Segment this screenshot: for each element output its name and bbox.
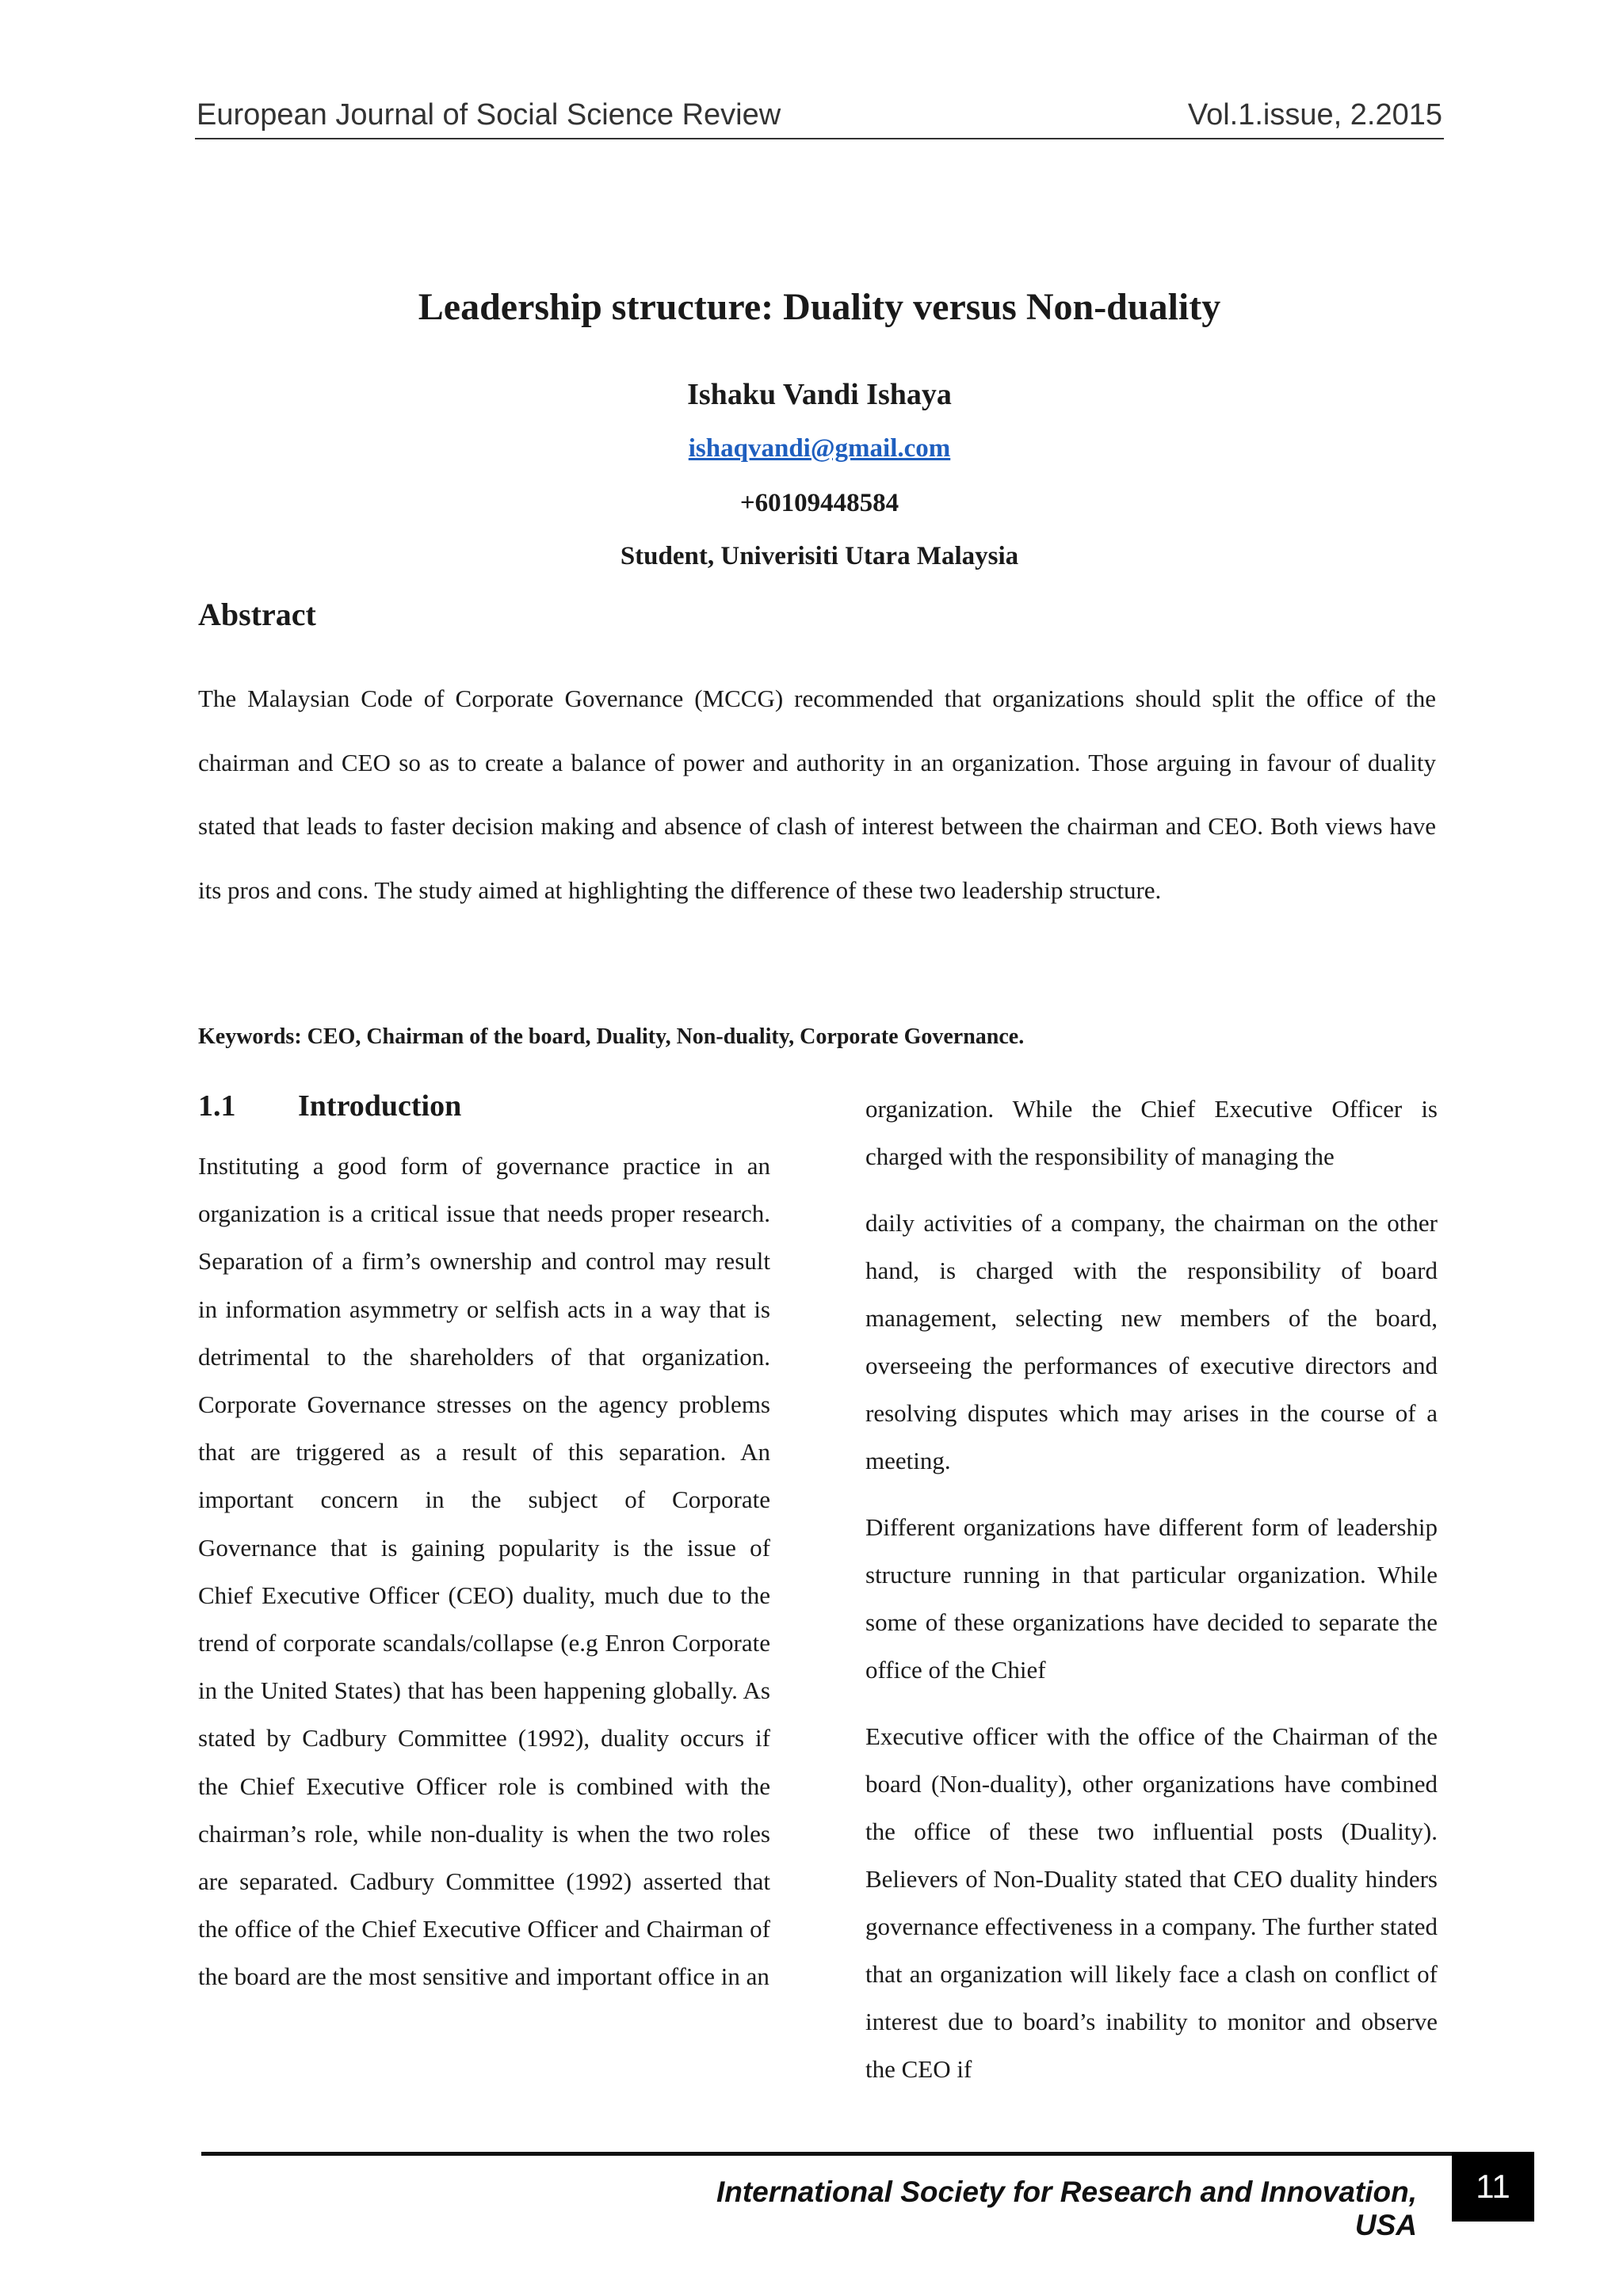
section-number: 1.1	[198, 1089, 236, 1123]
page-number: 11	[1452, 2152, 1534, 2222]
footer-rule	[201, 2152, 1452, 2156]
email-link[interactable]: ishaqvandi@gmail.com	[688, 434, 951, 463]
volume-issue: Vol.1.issue, 2.2015	[1187, 98, 1442, 132]
keywords: Keywords: CEO, Chairman of the board, Duality, Non-duality, Corporate Governance.	[198, 1024, 1025, 1049]
intro-paragraph-right-4: Executive officer with the office of the Chairman of the board (Non-duality), other organizations have combined the office of these two influential posts (Duality). Believers of Non-Duality stated that CEO duality hinders governance effectiveness in a company. The further stated that an organization will likely face a clash on conflict of interest due to board’s inability to monitor and observe the CEO if	[865, 1722, 1438, 2083]
running-header	[195, 93, 1444, 139]
author-email	[195, 434, 1444, 463]
abstract-body: The Malaysian Code of Corporate Governance (MCCG) recommended that organizations should split the office of the chairman and CEO so as to create a balance of power and authority in an organization. Those arguing in favour of duality stated that leads to faster decision making and absence of clash of interest between the chairman and CEO. Both views have its pros and cons. The study aimed at highlighting the difference of these two leadership structure.	[198, 685, 1436, 904]
section-title: Introduction	[298, 1089, 462, 1123]
right-column	[865, 1085, 1438, 2112]
publisher-name: International Society for Research and Innovation, USA	[716, 2176, 1417, 2241]
author-affiliation: Student, Univerisiti Utara Malaysia	[620, 542, 1019, 570]
author-phone: +60109448584	[739, 489, 899, 517]
journal-name: European Journal of Social Science Review	[197, 98, 781, 132]
intro-paragraph-right-3: Different organizations have different form of leadership structure running in that particular organization. While some of these organizations have decided to separate the office of the Chief	[865, 1513, 1438, 1684]
intro-paragraph-left: Instituting a good form of governance practice in an organization is a critical issue that needs proper research. Separation of a firm’s ownership and control may result in information asymmetry or selfish acts in a way that is detrimental to the shareholders of that organization. Corporate Governance stresses on the agency problems that are triggered as a result of this separation. An important concern in the subject of Corporate Governance that is gaining popularity is the issue of Chief Executive Officer (CEO) duality, much due to the trend of corporate scandals/collapse (e.g Enron Corporate in the United States) that has been happening globally. As stated by Cadbury Committee (1992), duality occurs if the Chief Executive Officer role is combined with the chairman’s role, while non-duality is when the two roles are separated. Cadbury Committee (1992) asserted that the office of the Chief Executive Officer and Chairman of the board are the most sensitive and important office in an	[198, 1152, 770, 1991]
abstract-heading: Abstract	[198, 597, 316, 632]
paper-title: Leadership structure: Duality versus Non-duality	[418, 286, 1221, 328]
left-column	[198, 1082, 770, 2001]
intro-paragraph-right-2: daily activities of a company, the chairman on the other hand, is charged with the responsibility of board management, selecting new members of the board, overseeing the performances of executive directors and resolving disputes which may arises in the course of a meeting.	[865, 1209, 1438, 1474]
author-name: Ishaku Vandi Ishaya	[687, 378, 952, 411]
section-heading-introduction	[198, 1082, 770, 1142]
intro-paragraph-right-1: organization. While the Chief Executive Officer is charged with the responsibility of managing the	[865, 1095, 1438, 1170]
